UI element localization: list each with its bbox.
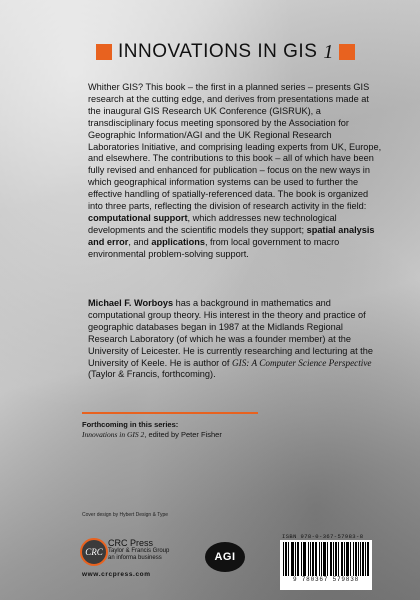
isbn-label: ISBN 978-0-367-57983-8 xyxy=(282,533,364,540)
forthcoming-title: Innovations in GIS 2 xyxy=(82,430,145,439)
blurb-bold-spatial: spatial analysis and error xyxy=(88,224,375,247)
orange-square-left xyxy=(96,44,112,60)
series-title-number: 1 xyxy=(323,40,334,63)
barcode-bars xyxy=(283,542,369,576)
barcode xyxy=(280,540,372,590)
blurb-bold-computational: computational support xyxy=(88,212,188,223)
bio-text: has a background in mathematics and computational group theory. His interest in the theory and practice of geographic databases began in 1987 at the Midlands Regional Research Laboratory (of which he was a founder member) at the University of Leicester. He is currently researching and lecturing at the University of Keele. He is author of xyxy=(88,298,373,368)
series-title-text: INNOVATIONS IN GIS xyxy=(118,41,318,62)
author-name: Michael F. Worboys xyxy=(88,298,174,308)
publisher-group: Taylor & Francis Group xyxy=(108,548,170,554)
forthcoming-editor: , edited by Peter Fisher xyxy=(144,430,222,439)
series-title xyxy=(96,38,366,66)
author-book-title: GIS: A Computer Science Perspective xyxy=(232,357,372,368)
orange-square-right xyxy=(339,44,355,60)
blurb-text: , and xyxy=(128,236,152,247)
crc-logo-letters: CRC xyxy=(85,547,103,557)
forthcoming-heading: Forthcoming in this series: xyxy=(82,420,179,429)
barcode-number: 9 780367 579838 xyxy=(292,576,359,583)
forthcoming-section xyxy=(82,420,382,440)
publisher-info xyxy=(108,538,169,562)
publisher-tagline: an informa business xyxy=(108,555,162,561)
crc-press-logo xyxy=(80,538,108,566)
blurb-text: , which addresses new technological developments and the scientific models they support; xyxy=(88,212,337,235)
agi-logo-text: AGI xyxy=(214,551,236,563)
agi-logo xyxy=(205,542,245,572)
blurb-text: , from local government to macro environmental problem-solving support. xyxy=(88,236,340,259)
publisher-url: www.crcpress.com xyxy=(82,571,151,578)
author-bio xyxy=(88,298,383,381)
blurb-bold-applications: applications xyxy=(151,236,205,247)
publisher-name: CRC Press xyxy=(108,538,154,548)
forthcoming-entry xyxy=(82,430,382,440)
bio-text: (Taylor & Francis, forthcoming). xyxy=(88,369,216,380)
blurb-text: Whither GIS? This book – the first in a planned series – presents GIS research at the cutting edge, and derives from presentations made at the inaugural GIS Research UK Conference (GISRUK), a transdisciplinary focus meeting sponsored by the Association for Geographic Information/AGI and the UK Regional Research Laboratories Initiative, and comprising leading experts from UK, Europe, and elsewhere. The contributions to this book – all of which have been fully revised and enhanced for publication – focus on the new ways in which geographical information systems can be used to further the effective handling of spatially-referenced data. The book is organized into three parts, reflecting the division of research activity in the field: xyxy=(88,82,382,212)
cover-credit: Cover design by Hybert Design & Type xyxy=(82,512,169,518)
blurb-paragraph xyxy=(88,82,383,261)
orange-divider xyxy=(82,412,258,414)
